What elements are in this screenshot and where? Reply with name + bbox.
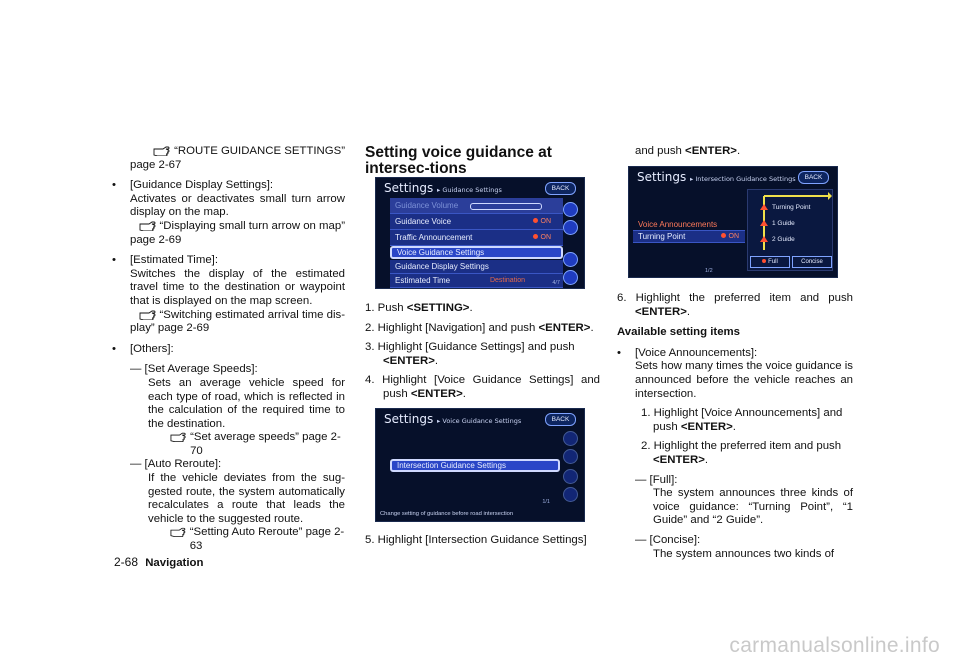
bullet-guidance-display [112, 179, 345, 247]
screen-voice-guidance-settings [375, 408, 585, 522]
menu-item-estimated-time[interactable]: Estimated Time Destination [390, 274, 563, 288]
reference-small-turn-arrow[interactable]: “Displaying small turn arrow on map” [130, 220, 345, 234]
dash-body: Sets an average vehicle speed for each type of road, which is reflected in the calculation of the required time to the destination. [148, 376, 345, 430]
step-6: 6. Highlight the preferred item and push <ENTER>. [617, 292, 853, 318]
bullet-body: Sets how many times the voice guidance is announced before the vehicle reaches an intersection. [635, 360, 853, 400]
dash-title: — [Auto Reroute]: [130, 458, 222, 471]
dash-body: The system announces two kinds of [653, 547, 835, 560]
right-column [617, 292, 853, 561]
scroll-up-button[interactable] [563, 431, 578, 446]
bullet-body: Switches the display of the estimated travel time to the destination or waypoint that is displayed on the map screen. [130, 267, 345, 307]
menu-item-intersection-guidance-settings[interactable]: Intersection Guidance Settings [390, 459, 560, 472]
bullet-title: [Guidance Display Settings]: [130, 179, 274, 192]
concise-option-button[interactable]: Concise [792, 256, 832, 268]
bullet-others [112, 342, 345, 554]
step-5: 5. Highlight [Intersection Guidance Settings] [365, 534, 587, 546]
back-button[interactable]: BACK [545, 182, 576, 195]
bullet-voice-announcements [617, 346, 853, 561]
dash-title: — [Concise]: [635, 533, 701, 546]
bullet-dot: • [617, 346, 621, 359]
pointing-hand-icon [139, 220, 157, 231]
page-footer [114, 555, 203, 569]
screen-title: Settings ▸ Guidance Settings [384, 181, 502, 195]
pointing-hand-icon [139, 309, 157, 320]
middle-steps [365, 302, 600, 402]
page-number: 2-68 [114, 555, 139, 569]
menu-item-guidance-display-settings[interactable]: Guidance Display Settings [390, 260, 563, 274]
step-5-continued: and push <ENTER>. [635, 145, 741, 157]
reference-page: page 2-69 [130, 233, 182, 246]
menu-item-turning-point[interactable]: Turning Point ON [633, 231, 745, 243]
bullet-estimated-time [112, 254, 345, 336]
volume-slider[interactable] [470, 203, 542, 210]
page-down-button[interactable] [563, 252, 578, 267]
back-button[interactable]: BACK [545, 413, 576, 426]
legend-turning-point: Turning Point [772, 204, 811, 211]
pointing-hand-icon [170, 526, 187, 537]
sub-step-2: 2. Highlight the preferred item and push <ENTER>. [641, 440, 842, 466]
right-column-top [635, 145, 855, 159]
pointing-hand-icon [153, 145, 171, 156]
page-down-button[interactable] [563, 469, 578, 484]
on-indicator: ON [533, 214, 552, 230]
preview-panel [747, 189, 833, 271]
menu-item-traffic-announcement[interactable]: Traffic Announcement ON [390, 230, 563, 246]
screen-guidance-settings [375, 177, 585, 289]
step-5-block [365, 534, 605, 548]
dash-title: — [Set Average Speeds]: [130, 363, 258, 376]
screen-title: Settings ▸ Voice Guidance Settings [384, 412, 522, 426]
page-up-button[interactable] [563, 449, 578, 464]
dash-body: If the vehicle deviates from the sug-gested route, the system automatically recalculates a route that leads the vehicle to the suggested route. [148, 472, 345, 525]
screen-intersection-guidance-settings [628, 166, 838, 278]
legend-2-guide: 2 Guide [772, 236, 795, 243]
reference-page: play” page 2-69 [130, 322, 210, 335]
available-items-subheading: Available setting items [617, 326, 741, 339]
bullet-dot: • [112, 179, 116, 192]
destination-value: Destination [489, 277, 525, 284]
reference-set-average-speeds[interactable]: “Set average speeds” page 2-70 [170, 431, 345, 458]
step-2: 2. Highlight [Navigation] and push <ENTER>. [365, 321, 594, 334]
watermark: carmanualsonline.info [729, 634, 940, 657]
menu-item-voice-guidance-settings[interactable]: Voice Guidance Settings [390, 246, 563, 259]
bullet-dot: • [112, 254, 116, 267]
step-1: 1. Push <SETTING>. [365, 302, 473, 314]
on-indicator: ON [533, 230, 552, 246]
dash-body: The system announces three kinds of voice guidance: “Turning Point”, “1 Guide” and “2 Guide”. [653, 487, 853, 527]
middle-column [365, 145, 600, 177]
menu-item-guidance-voice[interactable]: Guidance Voice ON [390, 214, 563, 230]
on-indicator: ON [721, 231, 740, 243]
full-option-button[interactable]: Full [750, 256, 790, 268]
bullet-dot: • [112, 342, 116, 355]
left-column [112, 145, 345, 554]
page-indicator: 1/1 [542, 499, 550, 505]
scroll-down-button[interactable] [563, 270, 578, 285]
dash-auto-reroute [130, 458, 345, 553]
hint-text: Change setting of guidance before road intersection [380, 511, 514, 517]
bullet-title: [Voice Announcements]: [635, 346, 758, 359]
section-heading: Setting voice guidance at intersec-tions [365, 144, 552, 177]
back-button[interactable]: BACK [798, 171, 829, 184]
section-name: Navigation [145, 557, 204, 569]
pointing-hand-icon [170, 431, 187, 442]
sub-step-1: 1. Highlight [Voice Announcements] and push <ENTER>. [641, 407, 843, 433]
dash-title: — [Full]: [635, 473, 678, 486]
step-4: 4. Highlight [Voice Guidance Settings] and push <ENTER>. [365, 374, 600, 400]
page-indicator: 4/7 [552, 280, 560, 286]
bullet-title: [Others]: [130, 342, 174, 355]
legend-1-guide: 1 Guide [772, 220, 795, 227]
bullet-body: Activates or deactivates small turn arrow display on the map. [130, 192, 345, 219]
scroll-down-button[interactable] [563, 487, 578, 502]
reference-auto-reroute[interactable]: “Setting Auto Reroute” page 2-63 [170, 526, 345, 553]
page-up-button[interactable] [563, 220, 578, 235]
reference-page: page 2-67 [130, 158, 182, 171]
menu-item-guidance-volume[interactable]: Guidance Volume [390, 198, 563, 214]
reference-arrival-time[interactable]: “Switching estimated arrival time dis- [130, 309, 345, 323]
screen-title: Settings ▸ Intersection Guidance Settings [637, 170, 796, 184]
menu-item-voice-announcements[interactable]: Voice Announcements [633, 219, 745, 231]
bullet-title: [Estimated Time]: [130, 254, 218, 267]
step-3: 3. Highlight [Guidance Settings] and push <ENTER>. [365, 341, 575, 367]
dash-set-average-speeds [130, 363, 345, 458]
scroll-up-button[interactable] [563, 202, 578, 217]
page-indicator: 1/2 [705, 268, 713, 274]
reference-route-guidance[interactable]: “ROUTE GUIDANCE SETTINGS” [130, 145, 345, 159]
